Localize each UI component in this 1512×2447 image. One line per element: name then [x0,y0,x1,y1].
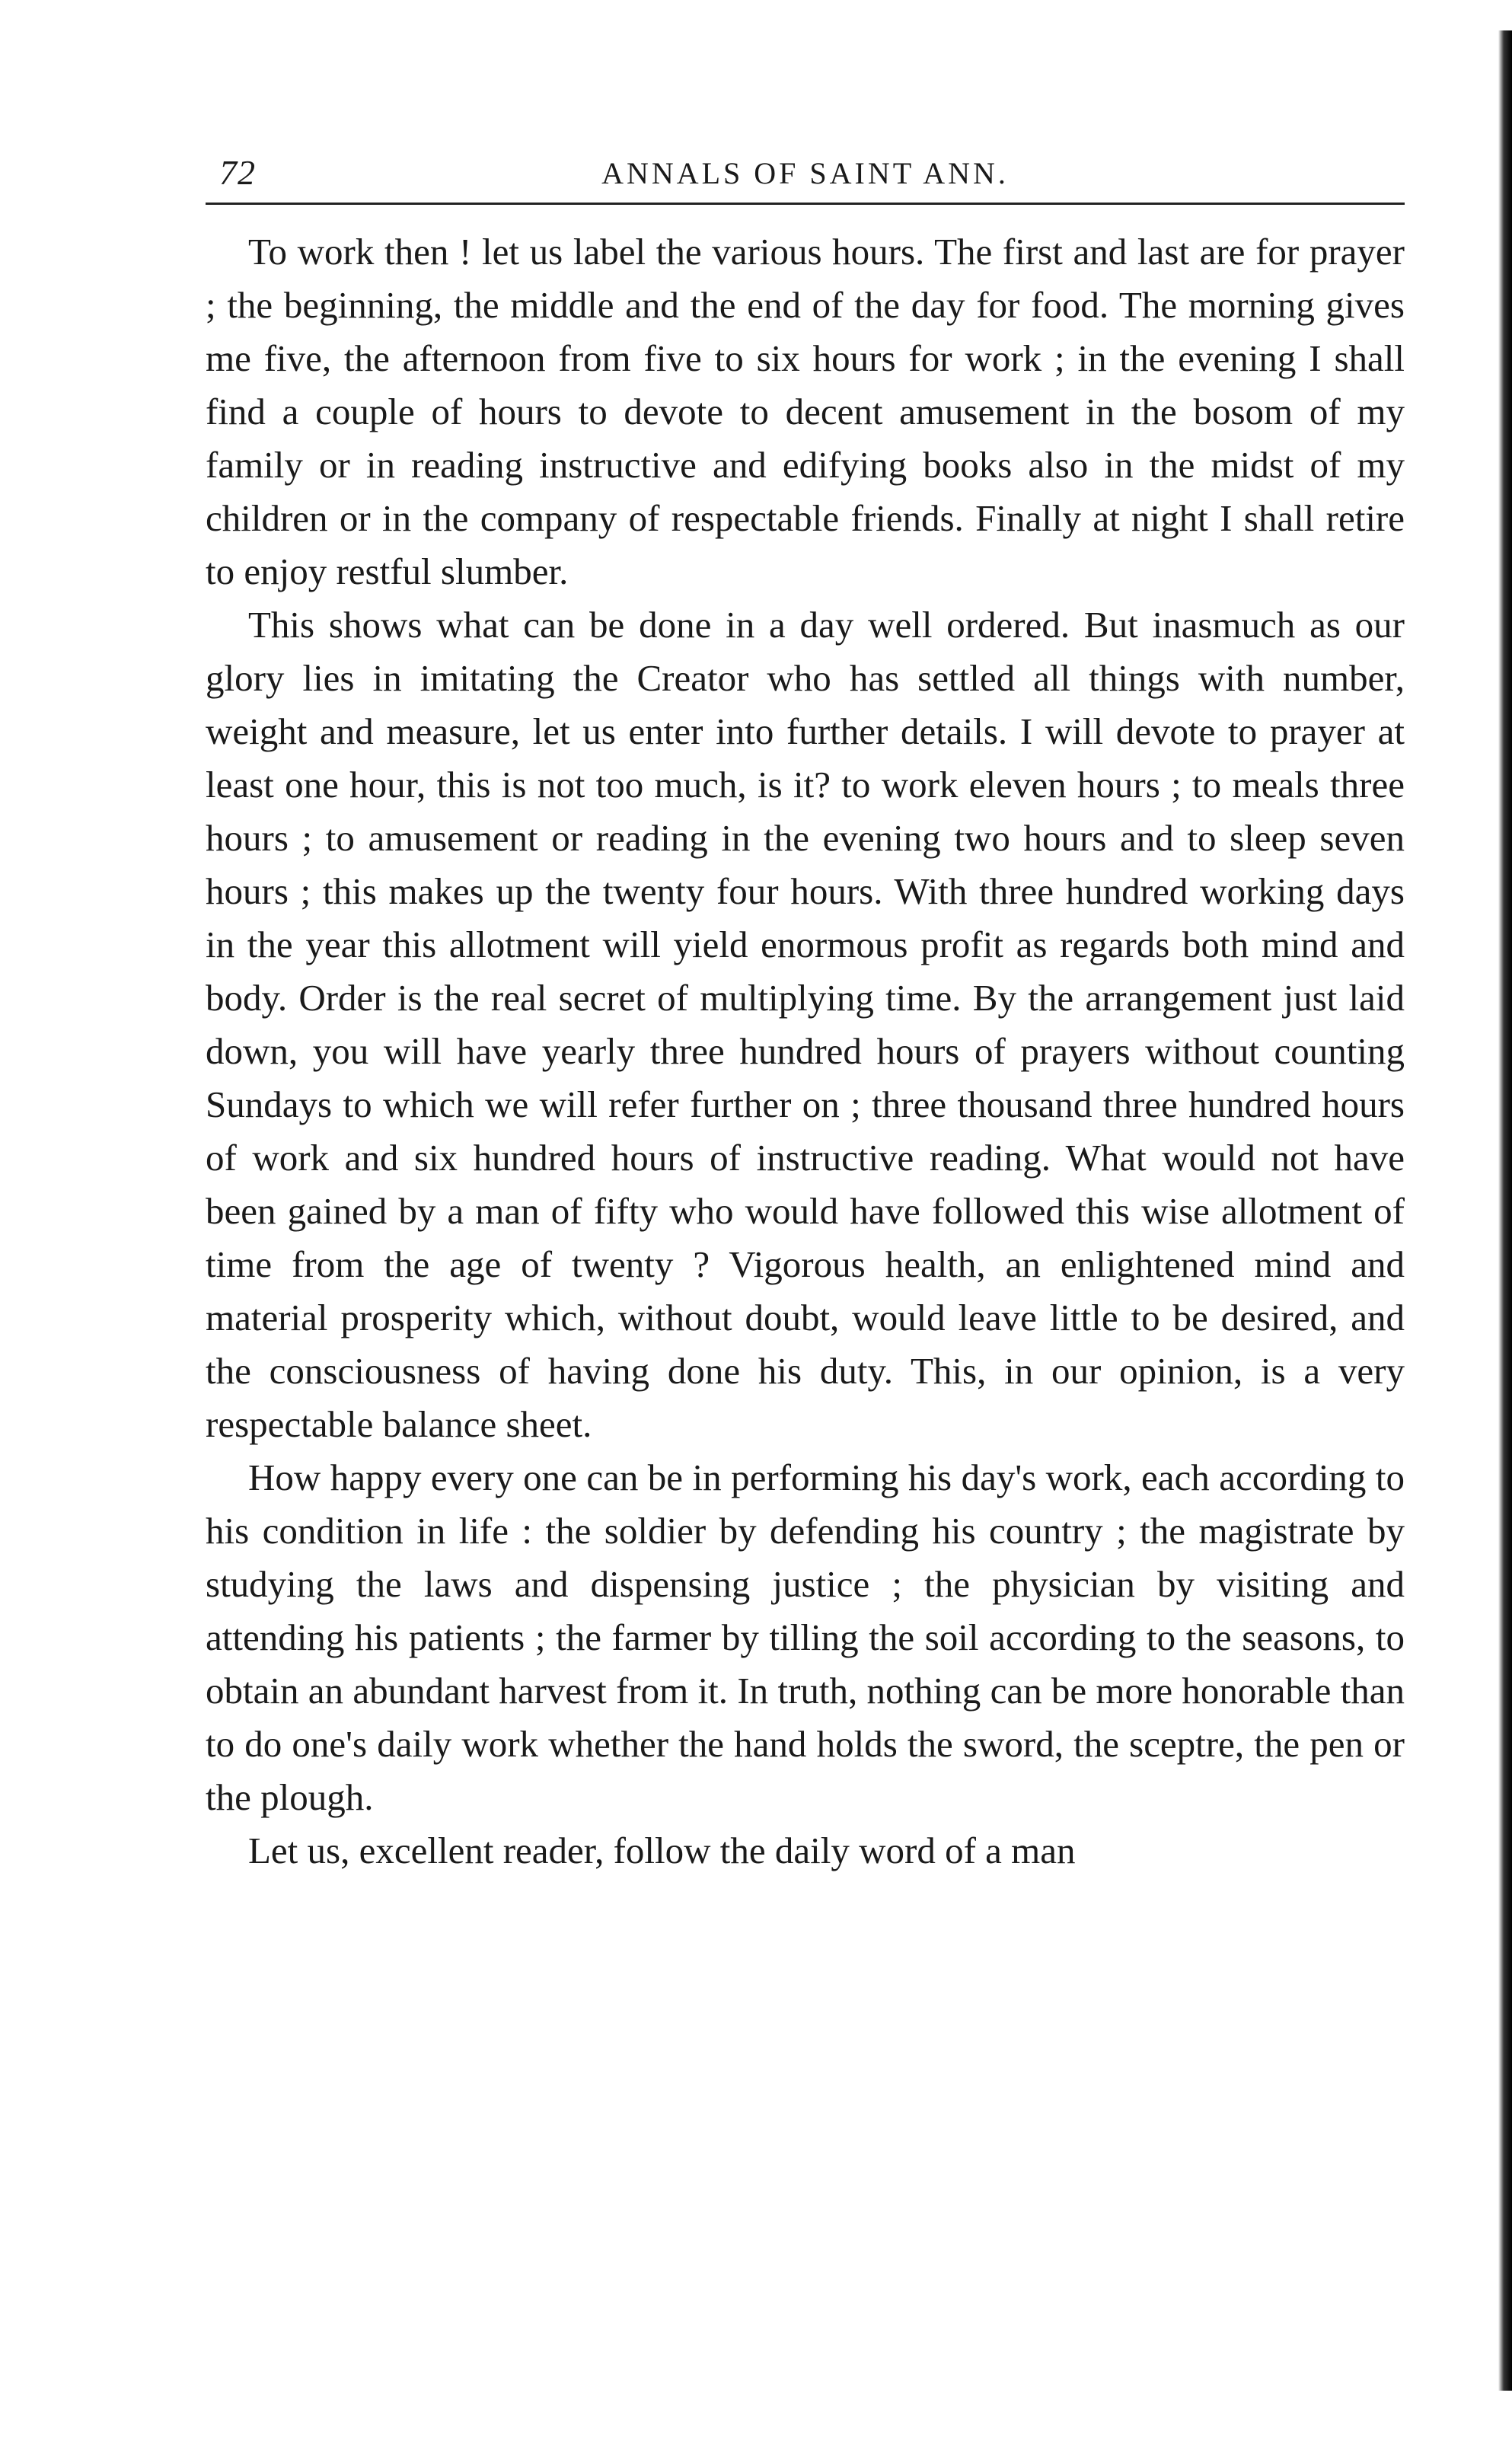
paragraph: Let us, excellent reader, follow the daily word of a man [248,1830,1076,1871]
binding-edge [1498,30,1512,2391]
paragraph: To work then ! let us label the various hours. The first and last are for prayer ; the beginning, the middle and the end of the day for food. The morning gives me five, the afternoon from five to six hours for work ; in the evening I shall find a couple of hours to devote to decent amusement in the bosom of my family or in reading instructive and edifying books also in the midst of my children or in the company of respectable friends. Finally at night I shall retire to enjoy restful slumber. [206,231,1405,592]
paragraph: This shows what can be done in a day well ordered. But inasmuch as our glory lies in imitating the Creator who has settled all things with number, weight and measure, let us enter into further details. I will devote to prayer at least one hour, this is not too much, is it? to work eleven hours ; to meals three hours ; to amusement or reading in the evening two hours and to sleep seven hours ; this makes up the twenty four hours. With three hundred working days in the year this allotment will yield enormous profit as regards both mind and body. Order is the real secret of multiplying time. By the arrangement just laid down, you will have yearly three hundred hours of prayers without counting Sundays to which we will refer further on ; three thousand three hundred hours of work and six hundred hours of instructive reading. What would not have been gained by a man of fifty who would have followed this wise allotment of time from the age of twenty ? Vigorous health, an enlightened mind and material prosperity which, without doubt, would leave little to be desired, and the consciousness of having done his duty. This, in our opinion, is a very respectable balance sheet. [206,604,1405,1445]
page-number: 72 [219,153,256,192]
running-title: ANNALS OF SAINT ANN. [601,156,1009,190]
body-text [206,225,1405,1878]
page-header [206,149,1405,205]
paragraph: How happy every one can be in performing his day's work, each according to his condition in life : the soldier by defending his country ; the magistrate by studying the laws and dispensing justice ; the physician by visiting and attending his patients ; the farmer by tilling the soil according to the seasons, to obtain an abundant harvest from it. In truth, nothing can be more honorable than to do one's daily work whether the hand holds the sword, the sceptre, the pen or the plough. [206,1456,1405,1818]
